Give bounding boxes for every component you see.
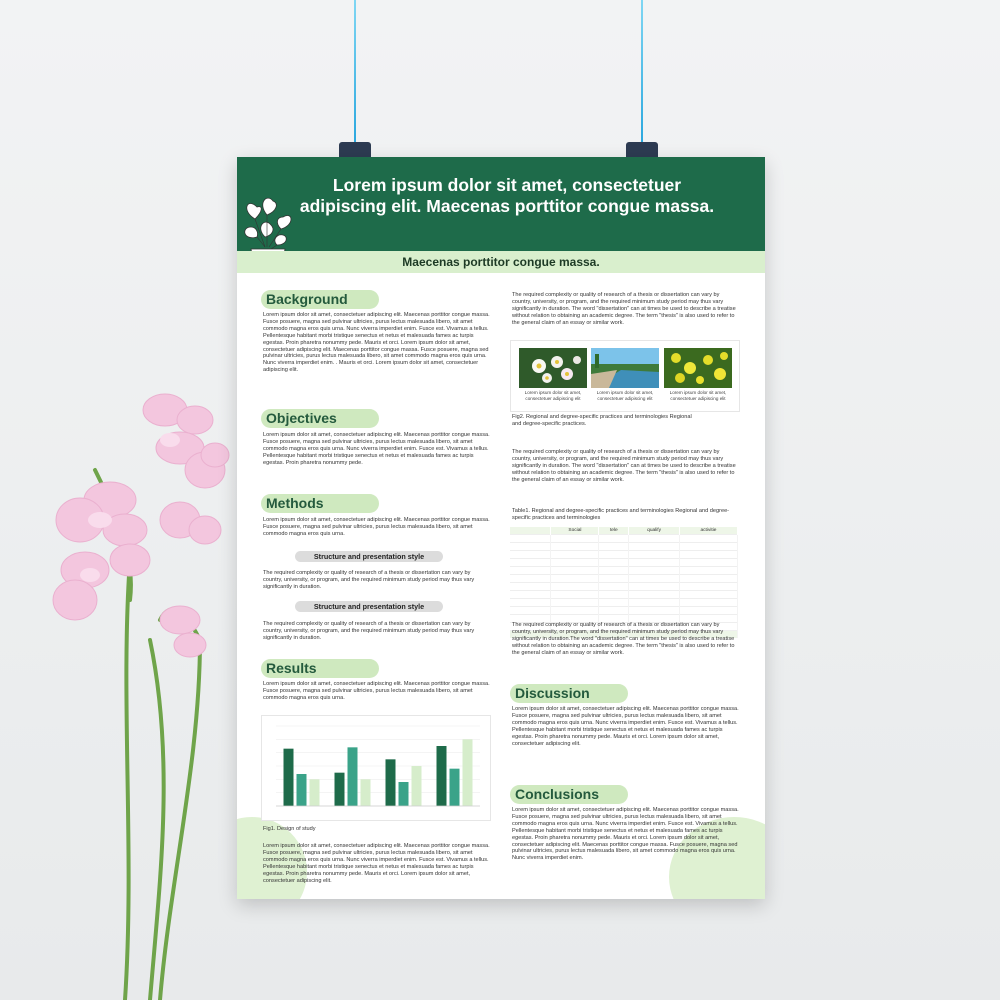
chart-bar	[399, 782, 409, 806]
table-header-cell	[510, 527, 551, 535]
table-row	[510, 607, 738, 615]
results-after-text: Lorem ipsum dolor sit amet, consectetuer adipiscing elit. Maecenas porttitor congue massa. Fusce posuere, magna sed pulvinar ultricies, purus lectus malesuada libero, sit amet commodo magna eros quis urna. Nunc viverra imperdiet enim. Fusce est. Vivamus a tellus. Pellentesque habitant morbi tristique senectus et netus et malesuada fames ac turpis egestas. Proin pharetra nonummy pede. Mauris et orci. Lorem ipsum dolor sit amet, consectetuer adipiscing elit.	[263, 843, 490, 884]
objectives-text: Lorem ipsum dolor sit amet, consectetuer adipiscing elit. Maecenas porttitor congue massa. Fusce posuere, magna sed pulvinar ultricies, purus lectus malesuada libero, sit amet commodo magna eros quis urna. Nunc viverra imperdiet enim. Fusce est. Vivamus a tellus. Pellentesque habitant morbi tristique senectus et netus et malesuada fames ac turpis egestas. Proin pharetra nonummy pede.	[263, 432, 490, 466]
poster-title: Lorem ipsum dolor sit amet, consectetuer adipiscing elit. Maecenas porttitor congue massa.	[299, 175, 715, 216]
table-row	[510, 591, 738, 599]
table-row	[510, 567, 738, 575]
intro-text: The required complexity or quality of research of a thesis or dissertation can vary by country, university, or program, and the required minimum study period may thus vary significantly in duration. The word "dissertation" can at times be used to describe a treatise without relation to obtaining an academic degree. The term "thesis" is also used to refer to the general claim of an essay or similar work.	[512, 292, 736, 326]
methods-subtext-2: The required complexity or quality of research of a thesis or dissertation can vary by country, university, or program, and the required minimum study period may thus vary significantly in duration.	[263, 621, 475, 641]
heading-results: Results	[261, 659, 379, 678]
chart-bar	[297, 774, 307, 806]
photo-caption-1: Lorem ipsum dolor sit amet, consectetuer adipiscing elit	[524, 390, 582, 401]
methods-subheading-1: Structure and presentation style	[295, 551, 443, 562]
table-header-cell: tele	[599, 527, 629, 535]
results-chart	[261, 715, 491, 821]
discussion-text: Lorem ipsum dolor sit amet, consectetuer adipiscing elit. Maecenas porttitor congue massa. Fusce posuere, magna sed pulvinar ultricies, purus lectus malesuada libero, sit amet commodo magna eros quis urna. Nunc viverra imperdiet enim. Fusce est. Vivamus a tellus. Pellentesque habitant morbi tristique senectus et netus et malesuada fames ac turpis egestas. Proin pharetra nonummy pede. Mauris et orci. Lorem ipsum dolor sit amet, consectetuer adipiscing elit.	[512, 706, 739, 747]
figure2-caption: Fig2. Regional and degree-specific practices and terminologies Regional and degree-specific practices.	[512, 414, 692, 427]
chart-bar	[450, 769, 460, 806]
poster-subtitle: Maecenas porttitor congue massa.	[402, 255, 600, 269]
chart-bar	[361, 779, 371, 806]
chart-bar	[463, 739, 473, 806]
heading-background: Background	[261, 290, 379, 309]
table-row	[510, 575, 738, 583]
daisy-photo	[519, 348, 587, 388]
chart-bar	[335, 773, 345, 806]
heading-methods: Methods	[261, 494, 379, 513]
chart-bar	[412, 766, 422, 806]
heading-objectives: Objectives	[261, 409, 379, 428]
photo-gallery	[510, 340, 740, 412]
chart-bar	[386, 759, 396, 806]
photo-caption-2: Lorem ipsum dolor sit amet, consectetuer adipiscing elit	[596, 390, 654, 401]
table-row	[510, 583, 738, 591]
table-row	[510, 559, 738, 567]
heading-discussion: Discussion	[510, 684, 628, 703]
table-row	[510, 543, 738, 551]
chart-bar	[437, 746, 447, 806]
bar-chart-svg	[262, 716, 490, 820]
table1-caption: Table1. Regional and degree-specific practices and terminologies Regional and degree-specific practices and terminologies	[512, 508, 730, 521]
methods-subtext-1: The required complexity or quality of research of a thesis or dissertation can vary by country, university, or program, and the required minimum study period may thus vary significantly in duration.	[263, 570, 475, 590]
lake-photo	[591, 348, 659, 388]
poster-header	[237, 157, 765, 251]
table-header-row	[510, 527, 738, 535]
chart-bar	[310, 779, 320, 806]
methods-subheading-2: Structure and presentation style	[295, 601, 443, 612]
poster	[237, 157, 765, 899]
hanging-string-right	[641, 0, 643, 145]
heading-conclusions: Conclusions	[510, 785, 628, 804]
photo-caption-3: Lorem ipsum dolor sit amet, consectetuer adipiscing elit	[669, 390, 727, 401]
yellow-flowers-photo	[664, 348, 732, 388]
table-header-cell: activitie	[679, 527, 737, 535]
conclusions-text: Lorem ipsum dolor sit amet, consectetuer adipiscing elit. Maecenas porttitor congue massa. Fusce posuere, magna sed pulvinar ultricies, purus lectus malesuada libero, sit amet commodo magna eros quis urna. Nunc viverra imperdiet enim. Fusce est. Vivamus a tellus. Pellentesque habitant morbi tristique senectus et netus et malesuada fames ac turpis egestas. Proin pharetra nonummy pede. Mauris et orci. Lorem ipsum dolor sit amet, consectetuer adipiscing elit. Maecenas porttitor congue massa. Fusce posuere, magna sed pulvinar ultricies, purus lectus malesuada libero, sit amet commodo magna eros quis urna. Nunc viverra imperdiet enim.	[512, 807, 739, 862]
methods-text: Lorem ipsum dolor sit amet, consectetuer adipiscing elit. Maecenas porttitor congue massa. Fusce posuere, magna sed pulvinar ultricies, purus lectus malesuada libero, sit amet commodo magna eros quis urna.	[263, 517, 490, 537]
right-paragraph-2: The required complexity or quality of research of a thesis or dissertation can vary by country, university, or program, and the required minimum study period may thus vary significantly in duration. The word "dissertation" can at times be used to describe a treatise without relation to obtaining an academic degree. The term "thesis" is also used to refer to the general claim of an essay or similar work.	[512, 449, 736, 483]
chart-bar	[284, 749, 294, 806]
results-text: Lorem ipsum dolor sit amet, consectetuer adipiscing elit. Maecenas porttitor congue massa. Fusce posuere, magna sed pulvinar ultricies, purus lectus malesuada libero, sit amet commodo magna eros quis urna.	[263, 681, 490, 701]
table-row	[510, 535, 738, 543]
table-row	[510, 551, 738, 559]
right-paragraph-3: The required complexity or quality of research of a thesis or dissertation can vary by country, university, or program, and the required minimum study period may thus vary significantly in duration.The word "dissertation" can at times be used to describe a treatise without relation to obtaining an academic degree. The term "thesis" is also used to refer to the general claim of an essay or similar work.	[512, 622, 735, 656]
table-row	[510, 599, 738, 607]
table-header-cell: qualify	[629, 527, 680, 535]
flower-decoration	[0, 0, 240, 1000]
subtitle-bar	[237, 251, 765, 273]
figure1-caption: Fig1. Design of study	[263, 826, 316, 832]
background-text: Lorem ipsum dolor sit amet, consectetuer adipiscing elit. Maecenas porttitor congue massa. Fusce posuere, magna sed pulvinar ultricies, purus lectus malesuada libero, sit amet commodo magna eros quis urna. Nunc viverra imperdiet enim. Fusce est. Vivamus a tellus. Pellentesque habitant morbi tristique senectus et netus et malesuada fames ac turpis egestas. Proin pharetra nonummy pede. Mauris et orci. Lorem ipsum dolor sit amet, consectetuer adipiscing elit. Maecenas porttitor congue massa. Fusce posuere, magna sed pulvinar ultricies, purus lectus malesuada libero, sit amet commodo magna eros quis urna. Nunc viverra imperdiet enim. . Mauris et orci. Lorem ipsum dolor sit amet, consectetuer adipiscing elit.	[263, 312, 490, 374]
chart-bar	[348, 747, 358, 806]
table-header-cell: Social	[551, 527, 599, 535]
hanging-string-left	[354, 0, 356, 145]
